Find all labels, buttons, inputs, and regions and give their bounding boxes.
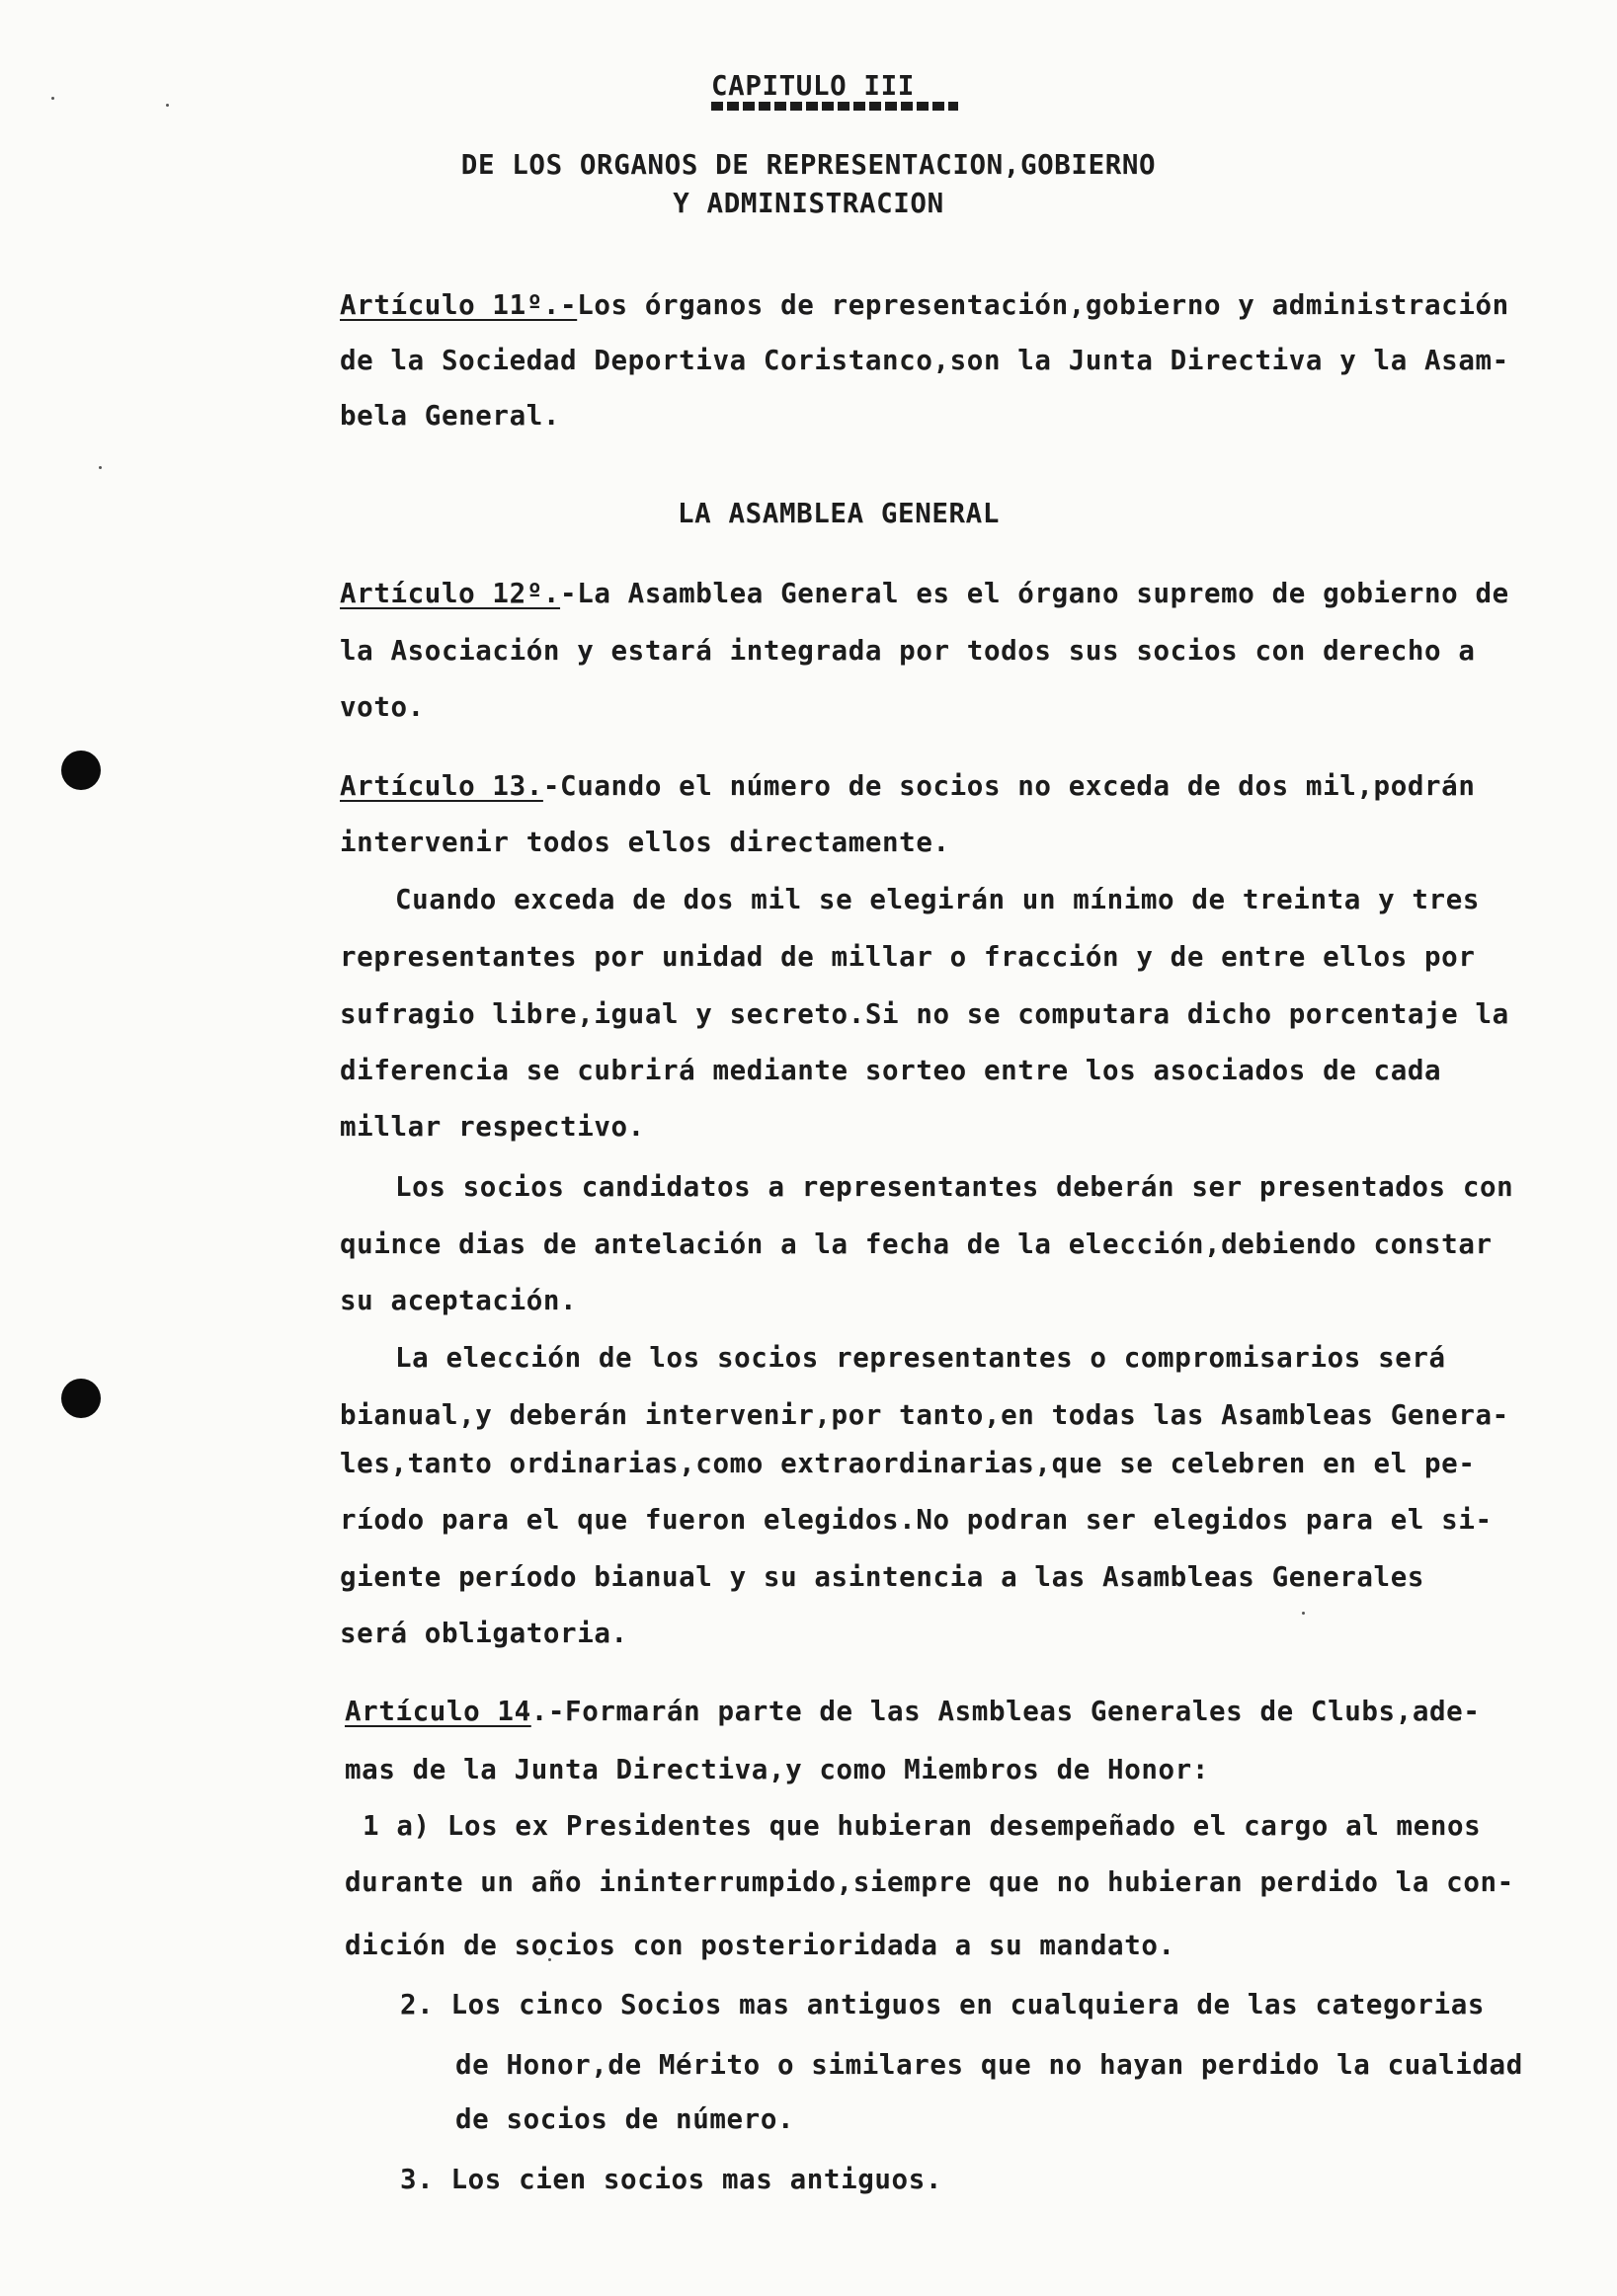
chapter-subtitle-line2: Y ADMINISTRACION [673,188,944,219]
article-11-line1: Artículo 11º.-Los órganos de representación,gobierno y administración [340,289,1509,321]
article-13-p4-line1: La elección de los socios representantes o compromisarios será [395,1342,1446,1374]
article-13-p4-line4: ríodo para el que fueron elegidos.No podran ser elegidos para el si- [340,1504,1493,1536]
article-14-label: Artículo 14 [345,1696,531,1727]
article-13-p3-line3: su aceptación. [340,1285,578,1316]
chapter-subtitle-line1: DE LOS ORGANOS DE REPRESENTACION,GOBIERNO [460,149,1157,181]
article-13-p2-line3: sufragio libre,igual y secreto.Si no se computara dicho porcentaje la [340,998,1509,1030]
article-13-line2: intervenir todos ellos directamente. [340,827,950,858]
article-14-item2-line3: de socios de número. [455,2103,795,2135]
title-double-underline [711,102,958,111]
article-12-label: Artículo 12º. [340,578,561,609]
article-14-item2-line2: de Honor,de Mérito o similares que no hayan perdido la cualidad [455,2049,1523,2081]
article-14-line2: mas de la Junta Directiva,y como Miembros de Honor: [345,1754,1209,1785]
article-13-label: Artículo 13. [340,770,543,802]
article-13-p4-line2: bianual,y deberán intervenir,por tanto,en todas las Asambleas Genera- [340,1399,1509,1431]
chapter-title: CAPITULO III [711,70,915,102]
article-13-p4-line6: será obligatoria. [340,1618,628,1649]
article-14-item1-line2: durante un año ininterrumpido,siempre que no hubieran perdido la con- [345,1866,1514,1898]
article-13-p3-line1: Los socios candidatos a representantes deberán ser presentados con [395,1171,1514,1203]
article-14-item1-line3: dición de socios con posterioridada a su mandato. [345,1930,1175,1961]
article-14-item1-line1: 1 a) Los ex Presidentes que hubieran desempeñado el cargo al menos [363,1810,1482,1842]
article-14-item2-line1: 2. Los cinco Socios mas antiguos en cualquiera de las categorias [400,1989,1486,2020]
punch-hole [61,1379,101,1418]
article-13-line1: Artículo 13.-Cuando el número de socios no exceda de dos mil,podrán [340,770,1476,802]
article-13-p2-line5: millar respectivo. [340,1111,645,1143]
article-11-label: Artículo 11º.- [340,289,578,321]
article-12-line2: la Asociación y estará integrada por todos sus socios con derecho a [340,635,1476,667]
article-12-line1: Artículo 12º.-La Asamblea General es el órgano supremo de gobierno de [340,578,1509,609]
article-11-line2: de la Sociedad Deportiva Coristanco,son la Junta Directiva y la Asam- [340,345,1509,376]
section-heading: LA ASAMBLEA GENERAL [678,498,1000,529]
article-13-p4-line5: giente período bianual y su asintencia a las Asambleas Generales [340,1561,1425,1593]
scan-speck [1302,1612,1305,1615]
punch-hole [61,751,101,790]
scan-speck [166,104,169,107]
article-11-line3: bela General. [340,400,561,432]
scan-speck [51,97,54,100]
article-13-p4-line3: les,tanto ordinarias,como extraordinarias,que se celebren en el pe- [340,1448,1476,1479]
article-13-p2-line4: diferencia se cubrirá mediante sorteo entre los asociados de cada [340,1055,1442,1086]
article-13-p2-line1: Cuando exceda de dos mil se elegirán un mínimo de treinta y tres [395,884,1481,915]
article-13-p2-line2: representantes por unidad de millar o fracción y de entre ellos por [340,941,1476,973]
scan-speck [99,466,102,469]
article-14-item3: 3. Los cien socios mas antiguos. [400,2164,943,2195]
article-14-line1: Artículo 14.-Formarán parte de las Asmbleas Generales de Clubs,ade- [345,1696,1481,1727]
article-13-p3-line2: quince dias de antelación a la fecha de la elección,debiendo constar [340,1228,1493,1260]
article-12-line3: voto. [340,691,425,723]
